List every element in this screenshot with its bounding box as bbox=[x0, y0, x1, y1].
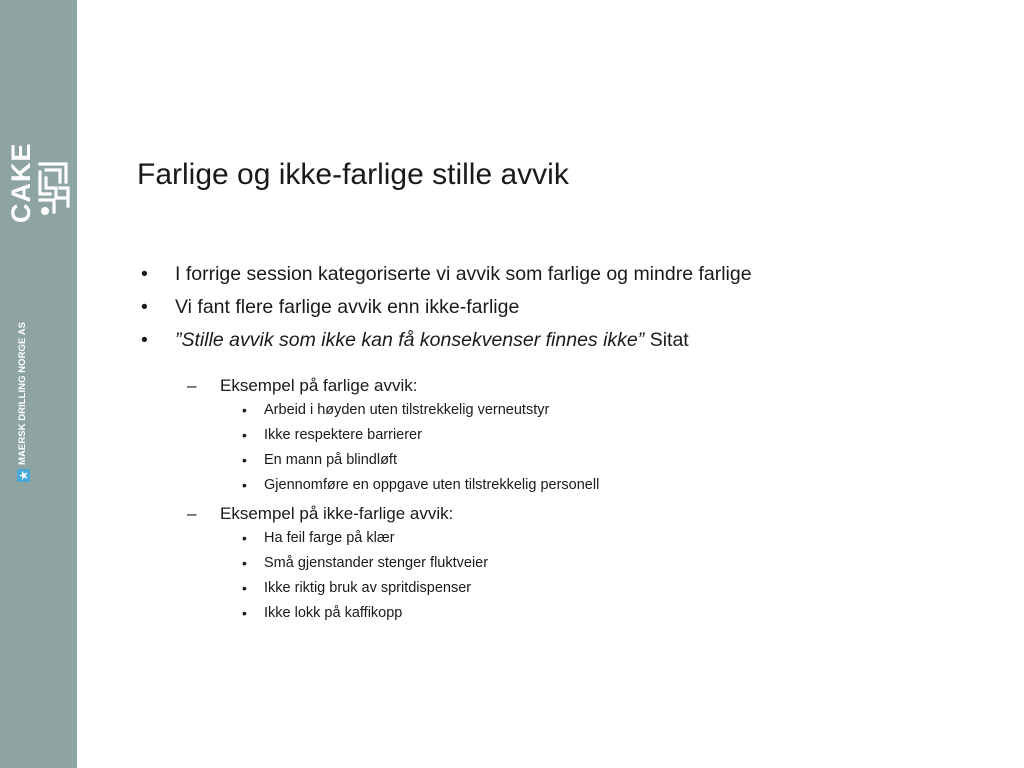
list-item: • En mann på blindløft bbox=[220, 450, 997, 475]
section-heading: – Eksempel på ikke-farlige avvik: bbox=[220, 504, 454, 523]
list-item: • Ha feil farge på klær bbox=[220, 528, 997, 553]
section-dangerous bbox=[183, 375, 997, 500]
example-sections bbox=[183, 375, 997, 628]
list-item: • Gjennomføre en oppgave uten tilstrekkelig personell bbox=[220, 475, 997, 500]
quote-text: ”Stille avvik som ikke kan få konsekvenser finnes ikke” bbox=[175, 329, 645, 351]
slide-title: Farlige og ikke-farlige stille avvik bbox=[137, 158, 569, 191]
company-name bbox=[15, 302, 31, 482]
company-label: MAERSK DRILLING NORGE AS bbox=[17, 321, 28, 465]
logo-mark-icon bbox=[36, 160, 72, 220]
list-item: • Ikke riktig bruk av spritdispenser bbox=[220, 578, 997, 603]
non-dangerous-list bbox=[220, 528, 997, 628]
list-item: • Ikke lokk på kaffikopp bbox=[220, 603, 997, 628]
section-non-dangerous bbox=[183, 503, 997, 628]
cake-logo bbox=[4, 142, 72, 228]
logo-text: CAKE bbox=[6, 142, 36, 223]
dangerous-list bbox=[220, 400, 997, 500]
list-item: • Små gjenstander stenger fluktveier bbox=[220, 553, 997, 578]
bullet-item: • Vi fant flere farlige avvik enn ikke-farlige bbox=[137, 295, 997, 328]
section-heading: – Eksempel på farlige avvik: bbox=[220, 376, 418, 395]
quote-source: Sitat bbox=[644, 329, 689, 351]
list-item: • Ikke respektere barrierer bbox=[220, 425, 997, 450]
main-bullet-list bbox=[137, 262, 997, 361]
maersk-star-icon bbox=[17, 469, 30, 482]
brand-sidebar bbox=[0, 0, 77, 768]
bullet-item bbox=[137, 328, 997, 361]
slide-body bbox=[137, 262, 997, 631]
list-item: • Arbeid i høyden uten tilstrekkelig verneutstyr bbox=[220, 400, 997, 425]
bullet-item: • I forrige session kategoriserte vi avvik som farlige og mindre farlige bbox=[137, 262, 997, 295]
